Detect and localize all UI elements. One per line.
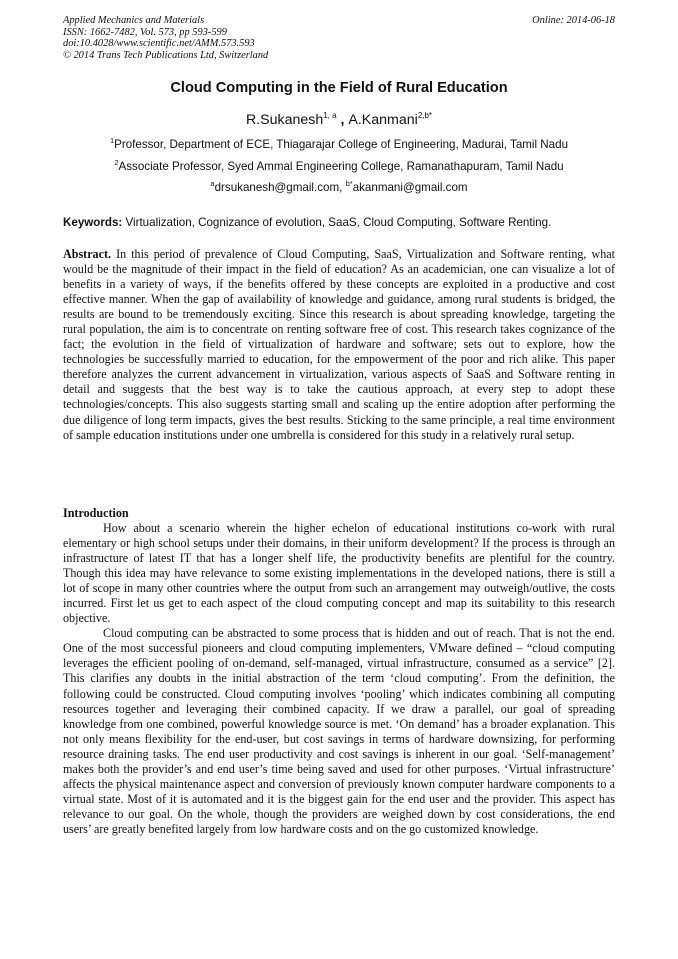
keywords-label: Keywords: [63,216,123,229]
online-date: Online: 2014-06-18 [532,15,615,26]
author-name: A.Kanmani [348,112,418,128]
abstract-paragraph [63,247,615,443]
introduction-body [63,521,615,837]
body-paragraph: Cloud computing can be abstracted to some process that is hidden and out of reach. That is not the end. One of the most successful pioneers and cloud computing implementers, VMware defined – “cloud computing leverages the efficient pooling of on-demand, self-managed, virtual infrastructure, consumed as a service” [2]. This clarifies any doubts in the initial abstraction of the term ‘cloud computing’. From the definition, the following could be constructed. Cloud computing involves ‘pooling’ which indicates combining all computing resources together and leveraging their combined capacity. If we draw a parallel, our goal of spreading knowledge from one combined, powerful knowledge source is met. ‘On demand’ has a broader explanation. This not only means flexibility for the end-user, but cost savings in terms of hardware downsizing, for performing resource draining tasks. The end user productivity and cost savings is inherent in our goal. ‘Self-management’ makes both the provider’s and end user’s time being saved and used for other purposes. ‘Virtual infrastructure’ affects the physical maintenance aspect and conversion of previously known computer hardware components to a virtual state. Most of it is automated and it is the biggest gain for the end user and the provider. This aspect has relevance to our goal. On the whole, though the providers are weighed down by cost considerations, the end users’ are greatly benefited largely from low hardware costs and on the go customized knowledge. [63,626,615,836]
affiliation-number: 2 [114,158,119,167]
email-superscript: b* [345,179,353,188]
keywords-text: Virtualization, Cognizance of evolution, SaaS, Cloud Computing, Software Renting. [122,216,552,229]
doi-line: doi:10.4028/www.scientific.net/AMM.573.593 [63,38,255,50]
abstract-label: Abstract. [63,247,112,261]
keywords-line [63,216,623,229]
author-superscript: 1, a [323,111,337,120]
abstract-text: In this period of prevalence of Cloud Computing, SaaS, Virtualization and Software renting, what would be the magnitude of their impact in the field of education? As an academician, one can visualize a lot of benefits in a variety of ways, if the benefits offered by these concepts are exploited in a productive and cost effective manner. When the gap of availability of knowledge and guidance, among rural students is bridged, the results are bound to be tremendously exciting. Since this research is about spreading knowledge, targeting the rural population, the aim is to concentrate on renting software free of cost. This research takes cognizance of the fact; the evolution in the field of virtualization of hardware and software; sets out to explore, how the technologies be successfully married to education, for the empowerment of the poor and rich alike. This paper therefore analyzes the current advancement in virtualization, various aspects of SaaS and Software renting in detail and suggests that the best way is to take the cautious approach, at every step to adopt these technologies/concepts. This also suggests starting small and scaling up the entire adoption after performing the due diligence of long term impacts, gives the best results. Sticking to the same principle, a real time environment of sample education institutions under one umbrella is considered for this study in a relatively rural setup. [63,247,615,442]
section-heading: Introduction [63,506,129,520]
journal-header [63,15,615,61]
journal-name: Applied Mechanics and Materials [63,15,205,26]
issn-line: ISSN: 1662-7482, Vol. 573, pp 593-599 [63,26,227,38]
email-line [63,181,615,194]
affiliation-text: Professor, Department of ECE, Thiagarajar College of Engineering, Madurai, Tamil Nadu [114,138,569,151]
author-superscript: 2,b* [417,111,433,120]
email-separator: , [339,181,346,194]
affiliation-1 [63,138,615,151]
email-address: drsukanesh@gmail.com [214,181,340,194]
affiliation-text: Associate Professor, Syed Ammal Engineering College, Ramanathapuram, Tamil Nadu [118,160,564,173]
copyright-line: © 2014 Trans Tech Publications Ltd, Switzerland [63,49,269,61]
affiliation-number: 1 [109,136,115,145]
author-separator: , [336,112,349,128]
email-superscript: a [210,179,215,188]
body-paragraph: How about a scenario wherein the higher echelon of educational institutions co-work with rural elementary or high school setups under their domains, in their uniform development? If the process is through an infrastructure of latest IT that has a longer shelf life, the productivity benefits are plentiful for the country. Though this idea may have relevance to some existing implementations in the developed nations, there is still a lot of scope in many other countries where the output from such an arrangement may outweigh/outlive, the costs incurred. First let us get to each aspect of the cloud computing concept and map its suitability to this research objective. [63,521,615,626]
paper-title: Cloud Computing in the Field of Rural Education [170,80,508,96]
author-name: R.Sukanesh [245,112,324,128]
email-address: akanmani@gmail.com [352,181,468,194]
affiliation-2 [63,160,615,173]
author-line [63,112,615,128]
